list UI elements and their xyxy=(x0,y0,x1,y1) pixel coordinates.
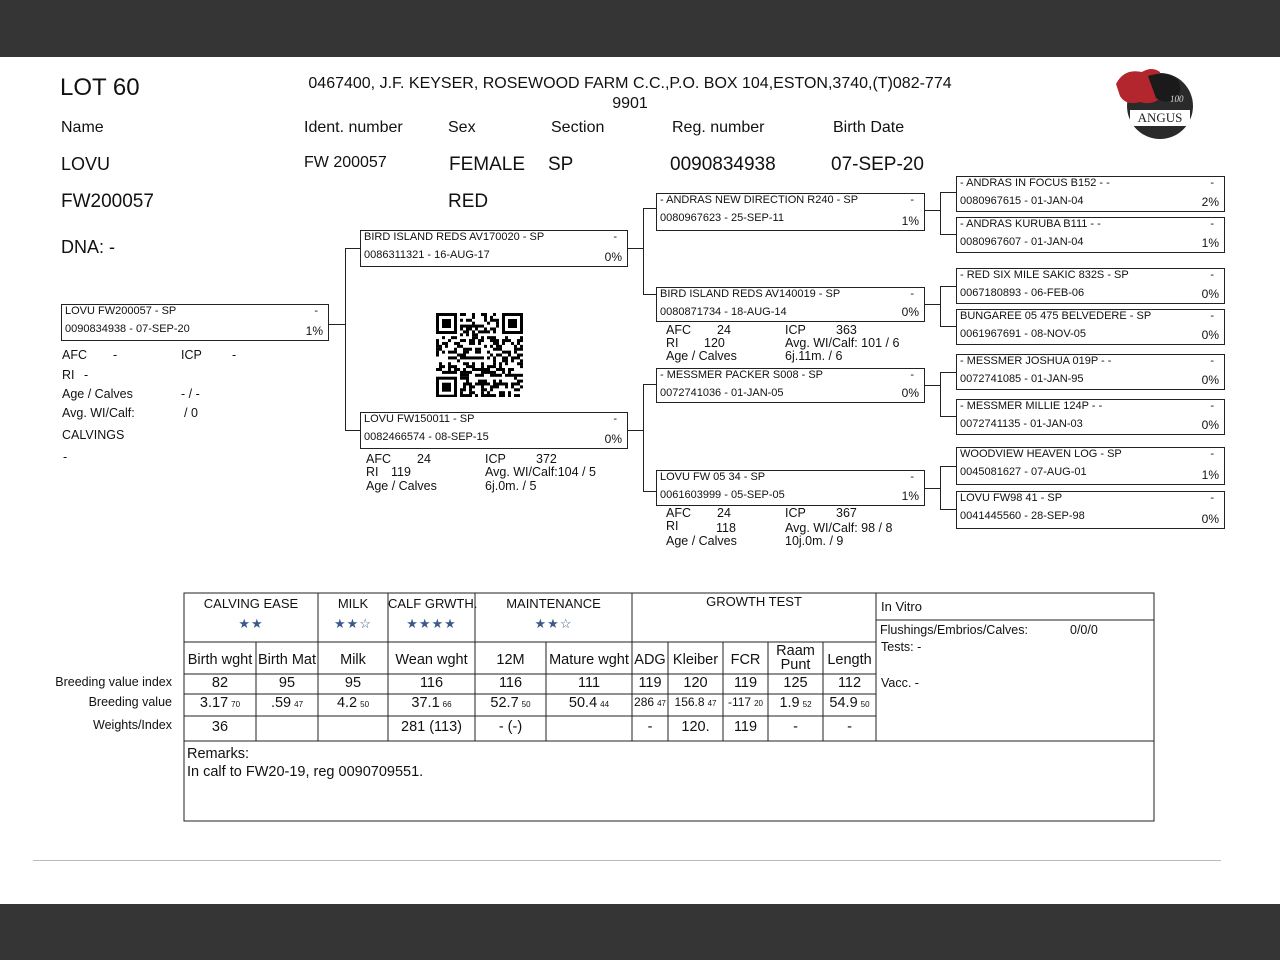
dd-age-value: 10j.0m. / 9 xyxy=(785,534,844,548)
pedigree-name: LOVU FW150011 - SP xyxy=(364,413,475,425)
subject-icp-label: ICP xyxy=(181,348,202,362)
index-cell: 82 xyxy=(211,675,229,691)
pedigree-dash: - xyxy=(1210,218,1214,230)
remarks-text: In calf to FW20-19, reg 0090709551. xyxy=(187,764,424,780)
pedigree-reg: 0067180893 - 06-FEB-06 xyxy=(960,287,1085,299)
calf-growth-stars: ★★★★ xyxy=(406,616,457,631)
pedigree-dash: - xyxy=(1210,310,1214,322)
sd-ri-label: RI xyxy=(666,336,679,350)
pedigree-inbreeding: 0% xyxy=(901,386,919,400)
breeding-value: 4.2 xyxy=(336,695,358,711)
breeding-value: 286 xyxy=(634,695,655,709)
logo-badge: 100 xyxy=(1170,94,1184,104)
pedigree-dash: - xyxy=(1210,355,1214,367)
pedigree-reg: 0080967615 - 01-JAN-04 xyxy=(960,195,1084,207)
weight-cell: - xyxy=(793,719,798,735)
index-cell: 95 xyxy=(278,675,296,691)
in-vitro-label: In Vitro xyxy=(881,599,922,614)
pedigree-reg: 0061603999 - 05-SEP-05 xyxy=(660,489,785,501)
group-maintenance: MAINTENANCE xyxy=(506,596,601,611)
subject-age-label: Age / Calves xyxy=(62,387,133,401)
section-label: Section xyxy=(551,119,605,136)
pedigree-dash: - xyxy=(613,413,617,425)
pedigree-inbreeding: 1% xyxy=(1201,236,1219,250)
subject-afc-value: - xyxy=(113,348,118,362)
subject-ri-value: - xyxy=(84,368,89,382)
column-header: ADG xyxy=(634,652,666,668)
pedigree-name: - ANDRAS NEW DIRECTION R240 - SP xyxy=(660,194,859,206)
accuracy-value: 50 xyxy=(860,700,870,709)
sd-icp-label: ICP xyxy=(785,323,806,337)
pedigree-dash: - xyxy=(910,369,914,381)
animal-tag: FW200057 xyxy=(61,191,154,212)
pedigree-inbreeding: 0% xyxy=(1201,418,1219,432)
index-cell: 112 xyxy=(837,675,862,691)
subject-wi-value: / 0 xyxy=(184,406,198,420)
breeding-value-cell xyxy=(546,695,632,711)
weight-cell: - (-) xyxy=(498,719,523,735)
index-cell: 120 xyxy=(683,675,708,691)
subject-calvings-value: - xyxy=(63,450,68,464)
dd-wi: Avg. WI/Calf: 98 / 8 xyxy=(785,521,893,535)
breeder-line-1: 0467400, J.F. KEYSER, ROSEWOOD FARM C.C.,P.O. BOX 104,ESTON,3740,(T)082-774 xyxy=(308,75,952,92)
row-label-value: Breeding value xyxy=(88,695,172,709)
subject-ri-label: RI xyxy=(62,368,75,382)
pedigree-dash: - xyxy=(910,288,914,300)
accuracy-value: 47 xyxy=(707,699,717,708)
pedigree-dash: - xyxy=(1210,492,1214,504)
dd-ri-label: RI xyxy=(666,519,679,533)
index-cell: 119 xyxy=(638,675,662,691)
breeding-value: 37.1 xyxy=(411,695,440,711)
pedigree-name: - ANDRAS KURUBA B111 - - xyxy=(960,218,1101,230)
birth-label: Birth Date xyxy=(833,119,905,136)
breeding-value-cell xyxy=(768,695,823,711)
column-header: Mature wght xyxy=(549,652,629,668)
pedigree-inbreeding: 0% xyxy=(1201,512,1219,526)
pedigree-name: - MESSMER JOSHUA 019P - - xyxy=(960,355,1112,367)
group-calf-growth: CALF GRWTH. xyxy=(388,596,478,611)
weight-cell: 36 xyxy=(211,719,229,735)
accuracy-value: 47 xyxy=(657,699,666,708)
dam-ri-label: RI xyxy=(366,465,379,479)
sd-wi: Avg. WI/Calf: 101 / 6 xyxy=(785,336,900,350)
pedigree-inbreeding: 1% xyxy=(305,324,323,338)
breeding-value-cell xyxy=(388,695,475,711)
pedigree-inbreeding: 1% xyxy=(901,489,919,503)
pedigree-inbreeding: 1% xyxy=(1201,468,1219,482)
pedigree-reg: 0061967691 - 08-NOV-05 xyxy=(960,328,1086,340)
sd-afc-label: AFC xyxy=(666,323,691,337)
calving-ease-stars: ★★ xyxy=(238,616,264,631)
dna-status: DNA: - xyxy=(61,237,115,257)
column-header: Length xyxy=(827,652,872,668)
pedigree-inbreeding: 0% xyxy=(1201,328,1219,342)
index-cell: 116 xyxy=(498,675,523,691)
animal-ident: FW 200057 xyxy=(304,154,387,171)
pedigree-name: BIRD ISLAND REDS AV140019 - SP xyxy=(660,288,841,300)
sd-ri-value: 120 xyxy=(704,336,725,350)
pedigree-reg: 0072741036 - 01-JAN-05 xyxy=(660,387,784,399)
tests-value: Tests: - xyxy=(881,640,922,654)
weight-cell: 120. xyxy=(681,719,710,735)
breeding-value-cell xyxy=(184,695,256,711)
subject-afc-label: AFC xyxy=(62,348,87,362)
animal-reg: 0090834938 xyxy=(670,154,776,175)
accuracy-value: 44 xyxy=(600,700,610,709)
breeding-value: 156.8 xyxy=(674,695,705,709)
pedigree-name: - RED SIX MILE SAKIC 832S - SP xyxy=(960,269,1129,281)
ident-label: Ident. number xyxy=(304,119,403,136)
breeding-value: 50.4 xyxy=(568,695,598,711)
reg-label: Reg. number xyxy=(672,119,765,136)
dam-wi: Avg. WI/Calf:104 / 5 xyxy=(485,465,596,479)
dam-icp-label: ICP xyxy=(485,452,506,466)
pedigree-name: LOVU FW200057 - SP xyxy=(65,305,177,317)
footer-rule xyxy=(33,860,1221,861)
pedigree-inbreeding: 0% xyxy=(604,432,622,446)
remarks-label: Remarks: xyxy=(187,746,250,762)
pedigree-dash: - xyxy=(1210,269,1214,281)
group-growth-test: GROWTH TEST xyxy=(706,594,802,609)
pedigree-reg: 0086311321 - 16-AUG-17 xyxy=(364,249,490,261)
dam-ri-value: 119 xyxy=(391,465,411,479)
sd-age-value: 6j.11m. / 6 xyxy=(785,349,843,363)
breeding-value-cell xyxy=(723,695,768,709)
accuracy-value: 66 xyxy=(442,700,452,709)
animal-color: RED xyxy=(448,191,489,212)
group-calving-ease: CALVING EASE xyxy=(203,596,299,611)
dd-afc-label: AFC xyxy=(666,506,691,520)
pedigree-reg: 0080967607 - 01-JAN-04 xyxy=(960,236,1084,248)
subject-icp-value: - xyxy=(232,348,237,362)
group-milk: MILK xyxy=(337,596,369,611)
breeding-value: 52.7 xyxy=(490,695,519,711)
pedigree-dash: - xyxy=(1210,448,1214,460)
pedigree-name: - MESSMER MILLIE 124P - - xyxy=(960,400,1103,412)
pedigree-reg: 0041445560 - 28-SEP-98 xyxy=(960,510,1085,522)
accuracy-value: 20 xyxy=(754,699,764,708)
vacc-value: Vacc. - xyxy=(881,676,919,690)
index-cell: 95 xyxy=(344,675,362,691)
pedigree-reg: 0072741135 - 01-JAN-03 xyxy=(960,418,1083,430)
pedigree-name: WOODVIEW HEAVEN LOG - SP xyxy=(960,448,1122,460)
pedigree-dash: - xyxy=(314,305,318,317)
column-header: FCR xyxy=(730,652,761,668)
pedigree-name: LOVU FW98 41 - SP xyxy=(960,492,1063,504)
weight-cell: - xyxy=(847,719,852,735)
dd-age-label: Age / Calves xyxy=(666,534,737,548)
pedigree-dash: - xyxy=(1210,177,1214,189)
pedigree-inbreeding: 1% xyxy=(901,214,919,228)
column-header: Raam Punt xyxy=(776,643,815,673)
pedigree-reg: 0072741085 - 01-JAN-95 xyxy=(960,373,1084,385)
weight-cell: - xyxy=(647,719,653,735)
pedigree-reg: 0090834938 - 07-SEP-20 xyxy=(65,323,190,335)
index-cell: 125 xyxy=(783,675,808,691)
row-label-index: Breeding value index xyxy=(55,675,172,689)
index-cell: 111 xyxy=(577,675,601,691)
pedigree-inbreeding: 0% xyxy=(1201,373,1219,387)
animal-section: SP xyxy=(548,154,574,175)
index-cell: 116 xyxy=(419,675,444,691)
sd-afc-value: 24 xyxy=(717,323,731,337)
animal-name: LOVU xyxy=(61,154,111,174)
pedigree-name: BIRD ISLAND REDS AV170020 - SP xyxy=(364,231,545,243)
breeding-value-cell xyxy=(632,695,668,709)
weight-cell: 119 xyxy=(733,719,758,735)
pedigree-reg: 0045081627 - 07-AUG-01 xyxy=(960,466,1087,478)
pedigree-reg: 0080871734 - 18-AUG-14 xyxy=(660,306,787,318)
pedigree-dash: - xyxy=(613,231,617,243)
pedigree-dash: - xyxy=(1210,400,1214,412)
dam-afc-label: AFC xyxy=(366,452,391,466)
accuracy-value: 70 xyxy=(231,700,241,709)
column-header: Birth wght xyxy=(187,652,253,668)
breeding-value-cell xyxy=(668,695,723,709)
column-header: Kleiber xyxy=(672,652,719,668)
pedigree-reg: 0082466574 - 08-SEP-15 xyxy=(364,431,489,443)
pedigree-name: - ANDRAS IN FOCUS B152 - - xyxy=(960,177,1110,189)
pedigree-reg: 0080967623 - 25-SEP-11 xyxy=(660,212,784,224)
row-label-weights: Weights/Index xyxy=(93,718,172,732)
logo-text: ANGUS xyxy=(1137,110,1183,125)
breeding-value-cell xyxy=(318,695,388,711)
pedigree-dash: - xyxy=(910,471,914,483)
column-header: Wean wght xyxy=(395,652,468,668)
column-header: Milk xyxy=(340,652,366,668)
breeding-value: .59 xyxy=(270,695,292,711)
accuracy-value: 50 xyxy=(521,700,531,709)
pedigree-inbreeding: 0% xyxy=(901,305,919,319)
column-header: 12M xyxy=(496,652,525,668)
accuracy-value: 47 xyxy=(294,700,304,709)
pedigree-inbreeding: 0% xyxy=(604,250,622,264)
pedigree-inbreeding: 0% xyxy=(1201,287,1219,301)
breeding-value: 1.9 xyxy=(779,695,800,711)
breeding-value: 54.9 xyxy=(829,695,858,711)
pedigree-name: BUNGAREE 05 475 BELVEDERE - SP xyxy=(960,310,1152,322)
breeding-value: 3.17 xyxy=(199,695,229,711)
maintenance-stars: ★★☆ xyxy=(534,616,573,631)
animal-birth: 07-SEP-20 xyxy=(831,154,924,175)
animal-sex: FEMALE xyxy=(449,154,526,175)
lot-number: LOT 60 xyxy=(60,74,140,101)
pedigree-inbreeding: 2% xyxy=(1201,195,1219,209)
subject-age-value: - / - xyxy=(181,387,200,401)
milk-stars: ★★☆ xyxy=(334,616,372,631)
sex-label: Sex xyxy=(448,119,476,136)
dam-age-label: Age / Calves xyxy=(366,479,437,493)
breeding-value-cell xyxy=(823,695,876,711)
dd-afc-value: 24 xyxy=(717,506,731,520)
dam-icp-value: 372 xyxy=(536,452,557,466)
dd-icp-label: ICP xyxy=(785,506,806,520)
weight-cell: 281 (113) xyxy=(401,719,462,735)
subject-calvings-label: CALVINGS xyxy=(62,428,125,442)
name-label: Name xyxy=(61,119,104,136)
sd-icp-value: 363 xyxy=(836,323,857,337)
dam-age-value: 6j.0m. / 5 xyxy=(485,479,537,493)
accuracy-value: 50 xyxy=(360,700,370,709)
pedigree-name: LOVU FW 05 34 - SP xyxy=(660,471,766,483)
dd-icp-value: 367 xyxy=(836,506,857,520)
index-cell: 119 xyxy=(733,675,758,691)
breeding-value: -117 xyxy=(727,695,752,709)
flushings-value: 0/0/0 xyxy=(1070,623,1098,637)
dd-ri-value: 118 xyxy=(716,521,736,535)
accuracy-value: 52 xyxy=(802,700,812,709)
pedigree-name: - MESSMER PACKER S008 - SP xyxy=(660,369,824,381)
breeding-value-cell xyxy=(475,695,546,711)
flushings-label: Flushings/Embrios/Calves: xyxy=(880,623,1028,637)
dam-afc-value: 24 xyxy=(417,452,431,466)
breeder-line-2: 9901 xyxy=(612,95,648,112)
subject-wi-label: Avg. WI/Calf: xyxy=(62,406,135,420)
column-header: Birth Mat xyxy=(257,652,316,668)
pedigree-dash: - xyxy=(910,194,914,206)
breeding-value-cell xyxy=(256,695,318,711)
sd-age-label: Age / Calves xyxy=(666,349,737,363)
